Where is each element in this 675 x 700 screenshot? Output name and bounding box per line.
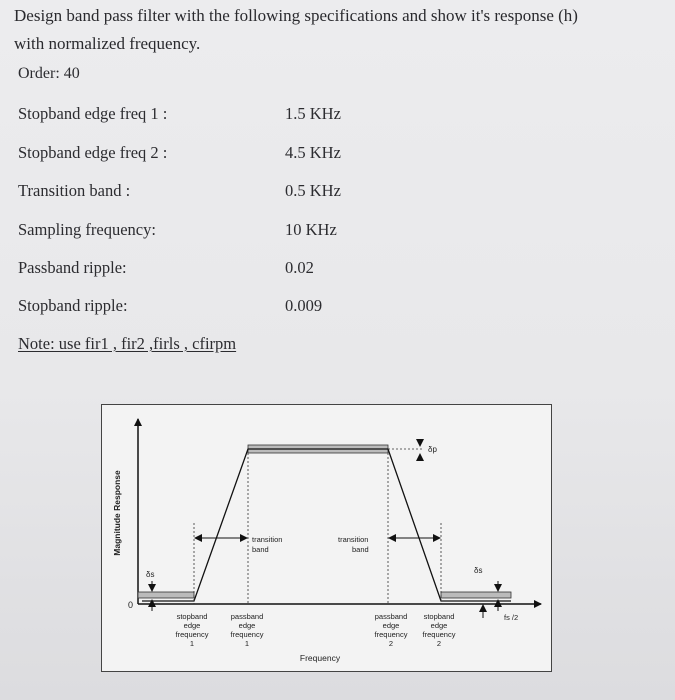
stop1-label-2: edge <box>183 621 201 630</box>
spec-value-passband-ripple: 0.02 <box>285 258 314 277</box>
delta-s-right-label: δs <box>474 566 483 575</box>
delta-p-label: δp <box>428 445 437 454</box>
stopband-band-left <box>138 592 194 598</box>
spec-value-stopband-edge-2: 4.5 KHz <box>285 143 341 162</box>
problem-heading <box>14 2 664 58</box>
transition-band-left-label-1: transition <box>252 535 283 544</box>
stop2-label-2: edge <box>430 621 448 630</box>
pass2-label-2: edge <box>382 621 400 630</box>
heading-line-2: with normalized frequency. <box>14 34 201 53</box>
x-axis-label: Frequency <box>299 653 341 663</box>
pass2-label-3: frequency <box>374 630 408 639</box>
spec-label-stopband-edge-1: Stopband edge freq 1 : <box>18 104 168 123</box>
stop1-label-1: stopband <box>176 612 208 621</box>
spec-label-passband-ripple: Passband ripple: <box>18 258 127 277</box>
note-functions: Note: use fir1 , fir2 ,firls , cfirpm <box>18 334 237 353</box>
spec-value-stopband-edge-1: 1.5 KHz <box>285 104 341 123</box>
pass2-label-4: 2 <box>388 639 394 648</box>
pass1-label-1: passband <box>230 612 264 621</box>
spec-value-sampling-frequency: 10 KHz <box>285 220 337 239</box>
spec-label-stopband-edge-2: Stopband edge freq 2 : <box>18 143 168 162</box>
stop2-label-3: frequency <box>422 630 456 639</box>
pass2-label-1: passband <box>374 612 408 621</box>
heading-line-1: Design band pass filter with the following specifications and show it's response (h) <box>14 6 578 25</box>
filter-order: Order: 40 <box>18 65 80 82</box>
stop1-label-4: 1 <box>189 639 195 648</box>
spec-value-stopband-ripple: 0.009 <box>285 296 323 315</box>
spec-value-transition-band: 0.5 KHz <box>285 181 341 200</box>
bandpass-response-figure <box>101 404 552 672</box>
transition-band-left-label-2: band <box>252 545 269 554</box>
stop1-label-3: frequency <box>175 630 209 639</box>
pass1-label-3: frequency <box>230 630 264 639</box>
pass1-label-4: 1 <box>244 639 250 648</box>
magnitude-response-curve <box>142 449 511 601</box>
y-axis-label: Magnitude Response <box>112 470 122 556</box>
delta-s-left-label: δs <box>146 570 155 579</box>
transition-band-right-label-2: band <box>352 545 369 554</box>
spec-label-stopband-ripple: Stopband ripple: <box>18 296 128 315</box>
stop2-label-4: 2 <box>436 639 442 648</box>
response-diagram <box>102 405 553 673</box>
pass1-label-2: edge <box>238 621 256 630</box>
zero-label: 0 <box>128 600 134 610</box>
spec-label-transition-band: Transition band : <box>18 181 131 200</box>
stopband-band-right <box>441 592 511 598</box>
fs-half-label: fs /2 <box>504 613 519 622</box>
transition-band-right-label-1: transition <box>338 535 369 544</box>
spec-label-sampling-frequency: Sampling frequency: <box>18 220 156 239</box>
stop2-label-1: stopband <box>423 612 455 621</box>
